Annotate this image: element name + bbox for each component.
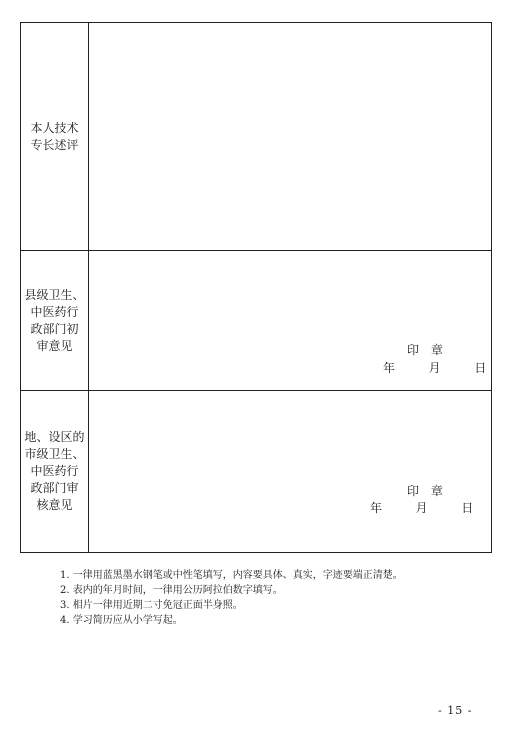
form-row-county-review (21, 251, 491, 391)
row-label-cell (21, 391, 89, 552)
form-notes (60, 568, 500, 628)
day-label: 日 (461, 501, 474, 515)
row-label-county-review: 县级卫生、 中医药行 政部门初 审意见 (24, 287, 85, 353)
month-label: 月 (428, 361, 441, 375)
year-label: 年 (383, 361, 396, 375)
county-review-content-area[interactable] (89, 251, 491, 390)
date-line (370, 499, 473, 516)
row-label-cell (21, 23, 89, 250)
row-label-cell (21, 251, 89, 390)
note-item: 2. 表内的年月时间，一律用公历阿拉伯数字填写。 (60, 585, 283, 596)
seal-label: 印 章 (407, 484, 447, 498)
application-form-table (20, 22, 492, 553)
note-item: 3. 相片一律用近期二寸免冠正面半身照。 (60, 600, 243, 611)
date-line (383, 359, 486, 376)
note-item: 4. 学习简历应从小学写起。 (60, 615, 183, 626)
month-label: 月 (415, 501, 428, 515)
form-row-city-review (21, 391, 491, 552)
seal-label: 印 章 (407, 343, 447, 357)
year-label: 年 (370, 501, 383, 515)
note-item: 1. 一律用蓝黑墨水钢笔或中性笔填写，内容要具体、真实，字迹要端正清楚。 (60, 570, 403, 581)
form-row-technical-expertise (21, 23, 491, 251)
row-label-technical-expertise: 本人技术 专长述评 (30, 120, 79, 152)
row-label-city-review: 地、设区的 市级卫生、 中医药行 政部门审 核意见 (24, 430, 85, 512)
day-label: 日 (474, 361, 487, 375)
city-review-content-area[interactable] (89, 391, 491, 552)
technical-expertise-content-area[interactable] (89, 23, 491, 250)
page-number: - 15 - (438, 704, 473, 717)
